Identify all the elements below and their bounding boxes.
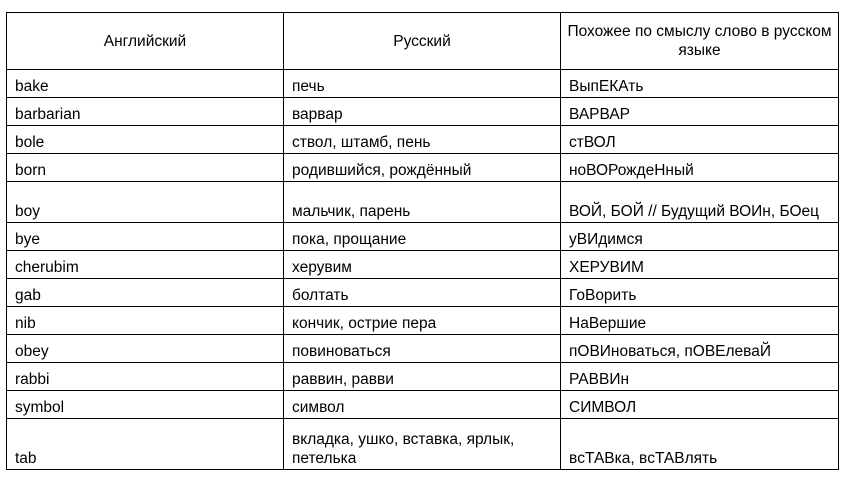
english-word: cherubim bbox=[15, 259, 79, 276]
russian-translation: символ bbox=[292, 399, 345, 416]
similar-russian-word: ноВОРождеНный bbox=[569, 162, 694, 179]
english-word: bole bbox=[15, 134, 45, 151]
english-word: symbol bbox=[15, 399, 65, 416]
russian-translation: родившийся, рождённый bbox=[292, 162, 472, 179]
table-row bbox=[7, 251, 839, 279]
header-russian: Русский bbox=[284, 13, 561, 70]
header-english: Английский bbox=[7, 13, 284, 70]
english-word: boy bbox=[15, 203, 40, 220]
table-row bbox=[7, 98, 839, 126]
russian-translation: кончик, острие пера bbox=[292, 315, 437, 332]
english-word: rabbi bbox=[15, 371, 50, 388]
english-word: tab bbox=[15, 450, 37, 467]
table-row bbox=[7, 154, 839, 182]
dictionary-table-container bbox=[6, 12, 839, 470]
similar-russian-word: ХЕРУВИМ bbox=[569, 259, 644, 276]
english-word: obey bbox=[15, 343, 49, 360]
russian-translation: вкладка, ушко, вставка, ярлык, петелька bbox=[292, 431, 515, 467]
table-row bbox=[7, 279, 839, 307]
russian-translation: раввин, равви bbox=[292, 371, 394, 388]
english-word: gab bbox=[15, 287, 41, 304]
russian-translation: болтать bbox=[292, 287, 349, 304]
header-row bbox=[7, 13, 839, 70]
russian-translation: печь bbox=[292, 78, 325, 95]
english-word: bake bbox=[15, 78, 49, 95]
russian-translation: пока, прощание bbox=[292, 231, 407, 248]
table-row bbox=[7, 223, 839, 251]
similar-russian-word: РАВВИн bbox=[569, 371, 630, 388]
similar-russian-word: ВыпЕКАть bbox=[569, 78, 644, 95]
similar-russian-word: ГоВорить bbox=[569, 287, 637, 304]
table-row bbox=[7, 126, 839, 154]
english-word: bye bbox=[15, 231, 40, 248]
similar-russian-word: вcТАВка, вcТАВлять bbox=[569, 450, 718, 467]
english-word: born bbox=[15, 162, 47, 179]
table-row bbox=[7, 182, 839, 223]
similar-russian-word: ВАРВАР bbox=[569, 106, 631, 123]
russian-translation: херувим bbox=[292, 259, 352, 276]
russian-translation: повиноваться bbox=[292, 343, 391, 360]
english-word: barbarian bbox=[15, 106, 81, 123]
dictionary-table bbox=[6, 12, 839, 470]
similar-russian-word: СИМВОЛ bbox=[569, 399, 637, 416]
similar-russian-word: пОВИноваться, пОВЕлеваЙ bbox=[569, 343, 771, 360]
similar-russian-word: ВОЙ, БОЙ // Будущий ВОИн, БОец bbox=[569, 203, 820, 220]
table-row bbox=[7, 391, 839, 419]
similar-russian-word: уВИдимся bbox=[569, 231, 643, 248]
table-row bbox=[7, 307, 839, 335]
header-similar-word: Похожее по смыслу слово в русском языке bbox=[561, 13, 839, 70]
table-row bbox=[7, 363, 839, 391]
table-row bbox=[7, 419, 839, 470]
english-word: nib bbox=[15, 315, 36, 332]
table-row bbox=[7, 70, 839, 98]
russian-translation: мальчик, парень bbox=[292, 203, 411, 220]
russian-translation: ствол, штамб, пень bbox=[292, 134, 431, 151]
russian-translation: варвар bbox=[292, 106, 343, 123]
similar-russian-word: стВОЛ bbox=[569, 134, 616, 151]
table-row bbox=[7, 335, 839, 363]
similar-russian-word: НаВершие bbox=[569, 315, 647, 332]
